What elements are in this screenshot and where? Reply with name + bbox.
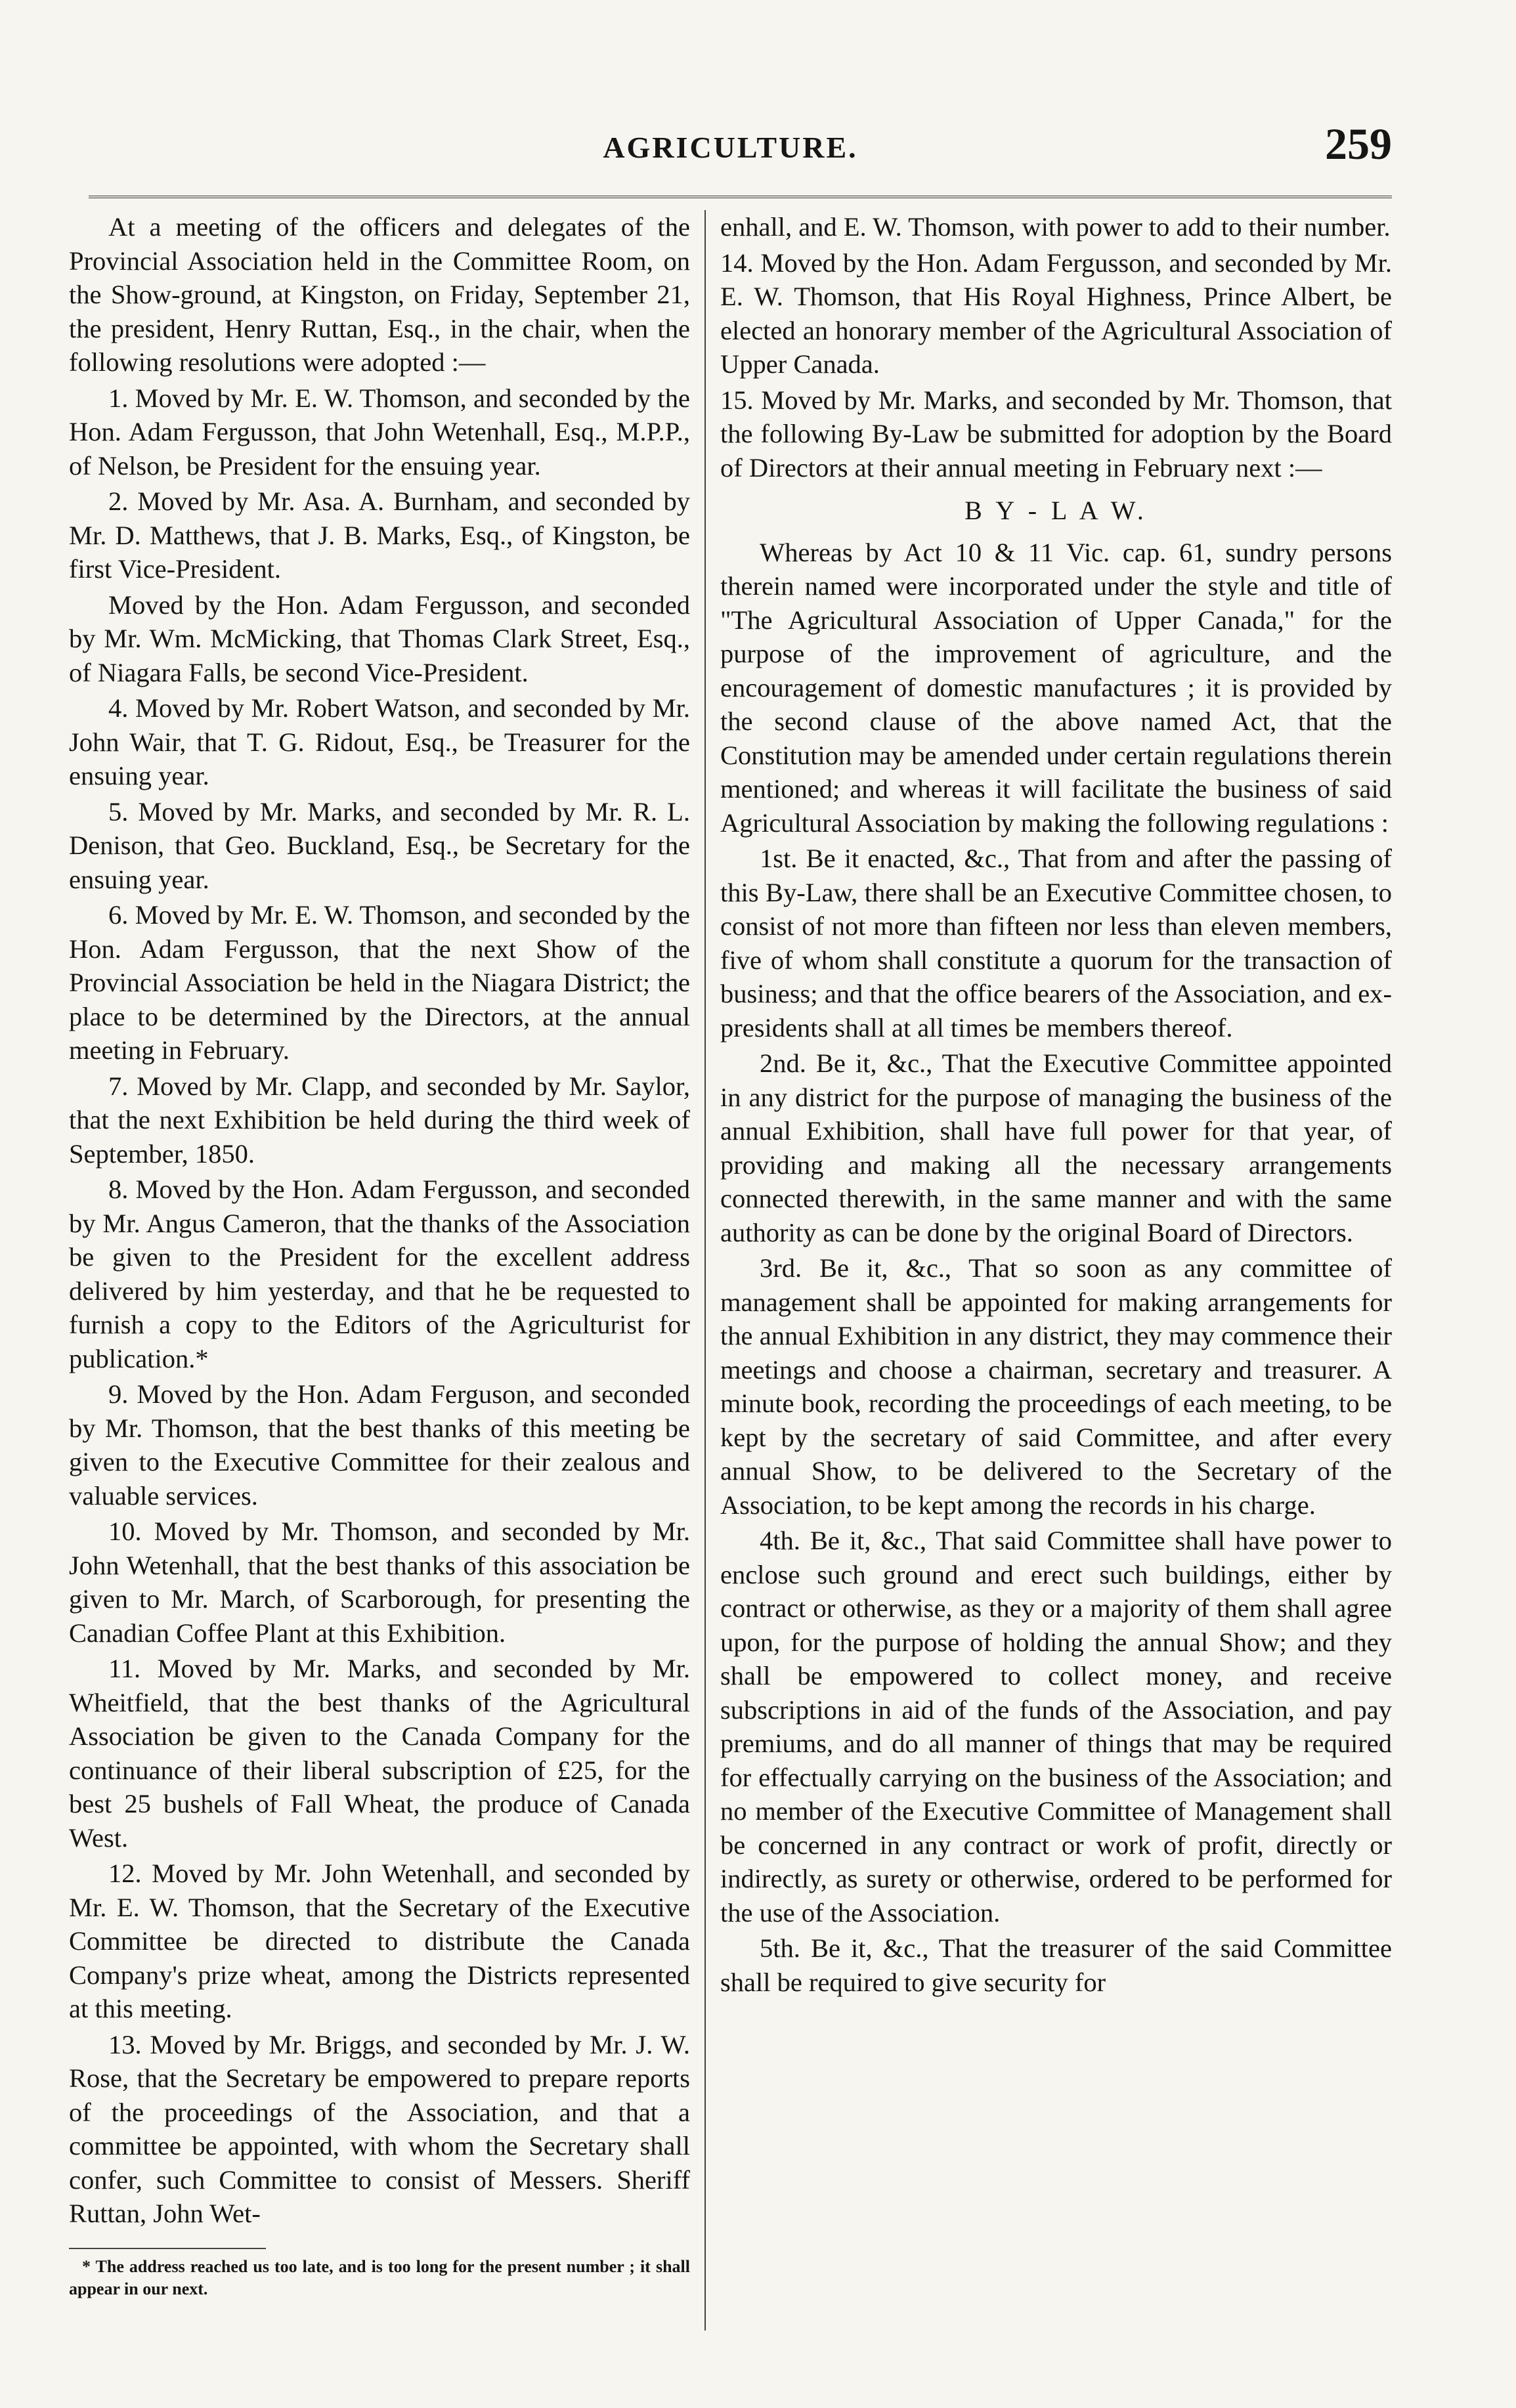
text-columns bbox=[69, 210, 1392, 2331]
resolution-paragraph: 14. Moved by the Hon. Adam Fergusson, and seconded by Mr. E. W. Thomson, that His Royal Highness, Prince Albert, be elected an honorary member of the Agricultural Association of Upper Canada. bbox=[720, 247, 1392, 379]
bylaw-paragraphs bbox=[720, 536, 1392, 2000]
left-column bbox=[69, 210, 706, 2331]
resolution-paragraph: 11. Moved by Mr. Marks, and seconded by Mr. Wheitfield, that the best thanks of the Agricultural Association be given to the Canada Company for the continuance of their liberal subscription of £25, for the best 25 bushels of Fall Wheat, the produce of Canada West. bbox=[69, 1654, 690, 1853]
bylaw-paragraph: 5th. Be it, &c., That the treasurer of the said Committee shall be required to give security for bbox=[720, 1933, 1392, 1997]
resolution-paragraph: 9. Moved by the Hon. Adam Ferguson, and seconded by Mr. Thomson, that the best thanks of this meeting be given to the Executive Committee for their zealous and valuable services. bbox=[69, 1379, 690, 1511]
right-column bbox=[706, 210, 1392, 2331]
bylaw-paragraph: 3rd. Be it, &c., That so soon as any committee of management shall be appointed for making arrangements for the annual Exhibition in any district, they may commence their meetings and choose a chairman, secretary and treasurer. A minute book, recording the proceedings of each meeting, to be kept by the secretary of said Committee, and after every annual Show, to be delivered to the Secretary of the Association, to be kept among the records in his charge. bbox=[720, 1253, 1392, 1520]
resolution-paragraph: 6. Moved by Mr. E. W. Thomson, and seconded by the Hon. Adam Fergusson, that the next Show of the Provincial Association be held in the Niagara District; the place to be determined by the Directors, at the annual meeting in February. bbox=[69, 900, 690, 1065]
resolution-paragraph: 10. Moved by Mr. Thomson, and seconded by Mr. John Wetenhall, that the best thanks of this association be given to Mr. March, of Scarborough, for presenting the Canadian Coffee Plant at this Exhibition. bbox=[69, 1516, 690, 1648]
bylaw-paragraph: 4th. Be it, &c., That said Committee shall have power to enclose such ground and erect such buildings, either by contract or otherwise, as they or a majority of them shall agree upon, for the purpose of holding the annual Show; and they shall be empowered to collect money, and receive subscriptions in aid of the funds of the Association, and pay premiums, and do all manner of things that may be required for effectually carrying on the business of the Association; and no member of the Executive Committee of Management shall be concerned in any contract or work of profit, directly or indirectly, as surety or otherwise, ordered to be performed for the use of the Association. bbox=[720, 1526, 1392, 1927]
page-header bbox=[69, 112, 1392, 197]
resolution-paragraph: 15. Moved by Mr. Marks, and seconded by Mr. Thomson, that the following By-Law be submitted for adoption by the Board of Directors at their annual meeting in February next :— bbox=[720, 385, 1392, 483]
bylaw-paragraph: 2nd. Be it, &c., That the Executive Committee appointed in any district for the purpose of managing the business of the annual Exhibition, shall have full power for that year, of providing and making all the necessary arrangements connected therewith, in the same manner and with the same authority as can be done by the original Board of Directors. bbox=[720, 1048, 1392, 1247]
resolution-paragraph: At a meeting of the officers and delegates of the Provincial Association held in the Committee Room, on the Show-ground, at Kingston, on Friday, September 21, the president, Henry Ruttan, Esq., in the chair, when the following resolutions were adopted :— bbox=[69, 212, 690, 377]
bylaw-heading: B Y - L A W. bbox=[964, 496, 1148, 525]
footnote: * The address reached us too late, and is too long for the present number ; it shall appear in our next. bbox=[69, 2256, 690, 2298]
page-number: 259 bbox=[1325, 119, 1392, 169]
footnote-rule bbox=[69, 2248, 266, 2249]
resolution-paragraph: 5. Moved by Mr. Marks, and seconded by Mr. R. L. Denison, that Geo. Buckland, Esq., be Secretary for the ensuing year. bbox=[69, 796, 690, 894]
bylaw-paragraph: 1st. Be it enacted, &c., That from and after the passing of this By-Law, there shall be an Executive Committee chosen, to consist of not more than fifteen nor less than eleven members, five of whom shall constitute a quorum for the transaction of business; and that the office bearers of the Association, and ex-presidents shall at all times be members thereof. bbox=[720, 844, 1392, 1043]
bylaw-paragraph: Whereas by Act 10 & 11 Vic. cap. 61, sundry persons therein named were incorporated under the style and title of "The Agricultural Association of Upper Canada," for the purpose of the improvement of agriculture, and the encouragement of domestic manufactures ; it is provided by the second clause of the above named Act, that the Constitution may be amended under certain regulations therein mentioned; and whereas it will facilitate the business of said Agricultural Association by making the following regulations : bbox=[720, 537, 1392, 838]
resolution-paragraph: 13. Moved by Mr. Briggs, and seconded by Mr. J. W. Rose, that the Secretary be empowered to prepare reports of the proceedings of the Association, and that a committee be appointed, with whom the Secretary shall confer, such Committee to consist of Messers. Sheriff Ruttan, John Wet- bbox=[69, 2029, 690, 2228]
resolution-paragraph: 7. Moved by Mr. Clapp, and seconded by Mr. Saylor, that the next Exhibition be held during the third week of September, 1850. bbox=[69, 1071, 690, 1169]
resolution-paragraph: 8. Moved by the Hon. Adam Fergusson, and seconded by Mr. Angus Cameron, that the thanks of the Association be given to the President for the excellent address delivered by him yesterday, and that he be requested to furnish a copy to the Editors of the Agriculturist for publication.* bbox=[69, 1174, 690, 1373]
resolution-paragraph: 1. Moved by Mr. E. W. Thomson, and seconded by the Hon. Adam Fergusson, that John Wetenhall, Esq., M.P.P., of Nelson, be President for the ensuing year. bbox=[69, 383, 690, 481]
resolution-paragraph: Moved by the Hon. Adam Fergusson, and seconded by Mr. Wm. McMicking, that Thomas Clark Street, Esq., of Niagara Falls, be second Vice-President. bbox=[69, 590, 690, 687]
resolution-paragraph: enhall, and E. W. Thomson, with power to add to their number. bbox=[720, 212, 1391, 242]
right-intro-paragraphs bbox=[720, 210, 1392, 484]
left-paragraphs bbox=[69, 210, 690, 2231]
resolution-paragraph: 2. Moved by Mr. Asa. A. Burnham, and seconded by Mr. D. Matthews, that J. B. Marks, Esq., of Kingston, be first Vice-President. bbox=[69, 486, 690, 584]
resolution-paragraph: 12. Moved by Mr. John Wetenhall, and seconded by Mr. E. W. Thomson, that the Secretary of the Executive Committee be directed to distribute the Canada Company's prize wheat, among the Districts represented at this meeting. bbox=[69, 1859, 690, 2023]
resolution-paragraph: 4. Moved by Mr. Robert Watson, and seconded by Mr. John Wair, that T. G. Ridout, Esq., be Treasurer for the ensuing year. bbox=[69, 693, 690, 790]
book-page bbox=[69, 112, 1392, 2331]
header-rule bbox=[89, 196, 1392, 198]
running-title: AGRICULTURE. bbox=[603, 131, 858, 164]
